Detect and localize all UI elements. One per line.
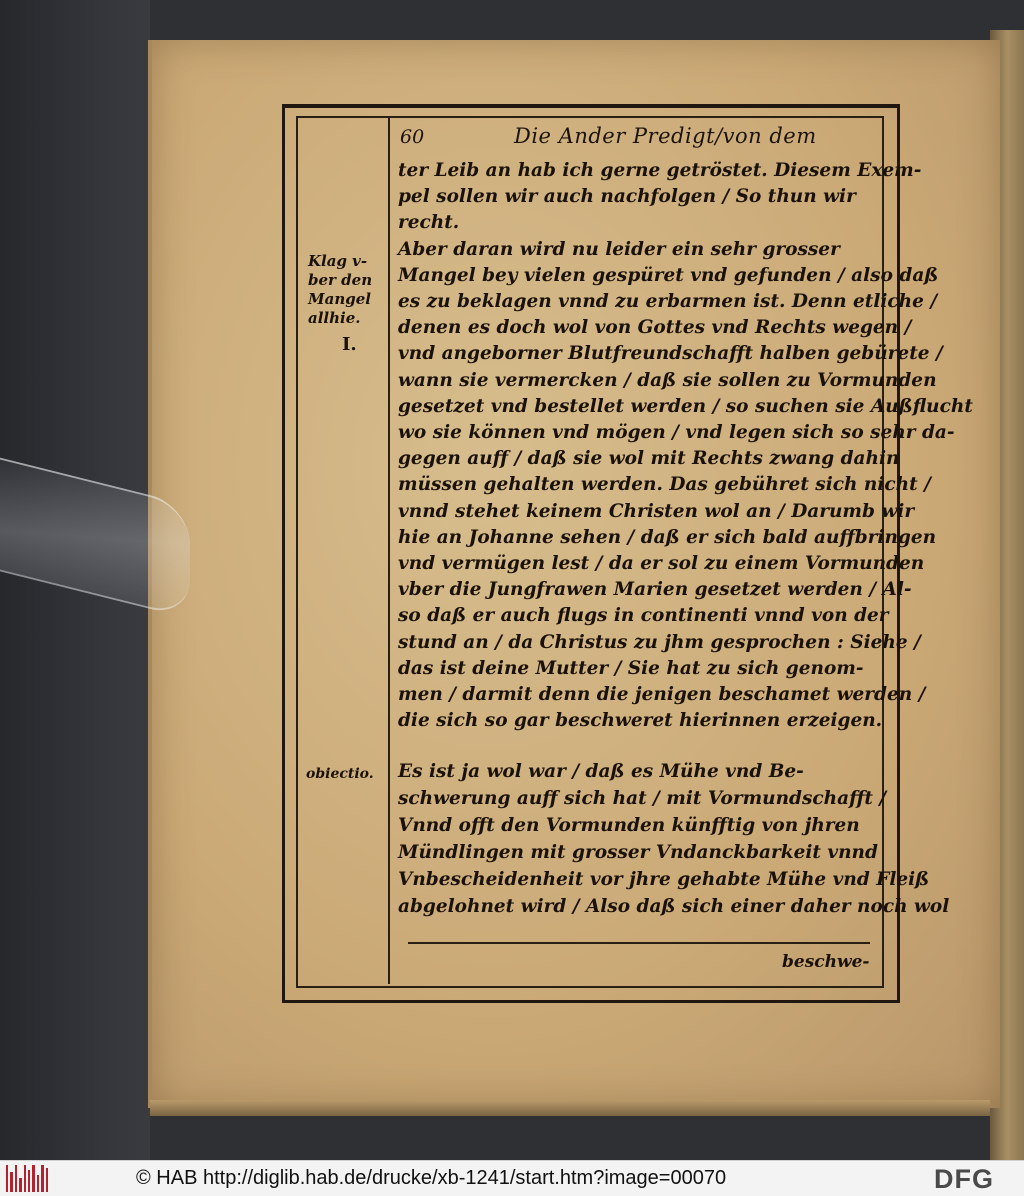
text-line: Mündlingen mit grosser Vndanckbarkeit vnnd (398, 842, 878, 863)
text-line: Aber daran wird nu leider ein sehr grosser (398, 238, 840, 260)
text-line: Es ist ja wol war / daß es Mühe vnd Be- (398, 761, 804, 782)
text-line: Vnnd offt den Vormunden künfftig von jhren (398, 815, 860, 836)
text-line: ter Leib an hab ich gerne getröstet. Diesem Exem- (398, 160, 922, 181)
page-bottom-edge (150, 1100, 990, 1116)
text-line: die sich so gar beschweret hierinnen erzeigen. (398, 710, 883, 732)
barcode-bar (15, 1165, 17, 1192)
text-line: abgelohnet wird / Also daß sich einer daher noch wol (398, 896, 950, 917)
copyright-url-text[interactable]: © HAB http://diglib.hab.de/drucke/xb-1241/start.htm?image=00070 (136, 1167, 727, 1189)
text-line: das ist deine Mutter / Sie hat zu sich genom- (398, 657, 864, 679)
margin-note-klag: Klag v- ber den Mangel allhie. (308, 252, 373, 327)
text-line: denen es doch wol von Gottes vnd Rechts wegen / (398, 317, 912, 339)
margin-note-number: I. (342, 334, 357, 355)
barcode-bar (6, 1165, 8, 1192)
text-line: pel sollen wir auch nachfolgen / So thun wir (398, 186, 856, 208)
text-line: vnd angeborner Blutfreundschafft halben gebürete / (398, 343, 943, 365)
running-head: Die Ander Predigt/von dem (514, 124, 817, 148)
margin-note-obiectio: obiectio. (306, 766, 374, 782)
barcode-logo-icon (6, 1165, 48, 1192)
text-line: stund an / da Christus zu jhm gesprochen : Siehe / (398, 631, 921, 653)
barcode-bar (41, 1165, 43, 1192)
text-line: gegen auff / daß sie wol mit Rechts zwang dahin (398, 448, 900, 470)
footer-bar (0, 1160, 1024, 1196)
barcode-bar (28, 1170, 30, 1192)
text-line: wo sie können vnd mögen / vnd legen sich so sehr da- (398, 422, 955, 444)
barcode-bar (32, 1165, 34, 1192)
text-line: müssen gehalten werden. Das gebühret sich nicht / (398, 474, 931, 496)
text-line: wann sie vermercken / daß sie sollen zu Vormunden (398, 369, 937, 391)
text-line: Mangel bey vielen gespüret vnd gefunden / also daß (398, 264, 939, 286)
text-line: gesetzet vnd bestellet werden / so suchen sie Außflucht (398, 395, 973, 417)
dfg-logo: DFG (934, 1164, 994, 1194)
barcode-bar (10, 1172, 12, 1192)
text-line: vber die Jungfrawen Marien gesetzet werden / Al- (398, 579, 912, 601)
text-line: men / darmit denn die jenigen beschamet werden / (398, 684, 926, 706)
barcode-bar (37, 1175, 39, 1192)
text-line: recht. (398, 212, 460, 234)
text-line: hie an Johanne sehen / daß er sich bald auffbringen (398, 526, 937, 548)
body-paragraphs-1 (398, 158, 973, 734)
text-line: vnnd stehet keinem Christen wol an / Darumb wir (398, 500, 915, 522)
barcode-bar (19, 1178, 21, 1192)
text-line: vnd vermügen lest / da er sol zu einem Vormunden (398, 553, 925, 575)
header-rule (298, 116, 882, 118)
text-line: so daß er auch flugs in continenti vnnd von der (398, 605, 889, 627)
footer-rule (408, 942, 870, 944)
margin-column-rule (388, 118, 390, 984)
barcode-bar (24, 1165, 26, 1192)
catchword: beschwe- (782, 952, 870, 972)
text-line: Vnbescheidenheit vor jhre gehabte Mühe vnd Fleiß (398, 869, 930, 890)
page-number: 60 (400, 126, 425, 148)
text-line: es zu beklagen vnnd zu erbarmen ist. Denn etliche / (398, 291, 938, 313)
body-paragraphs-2 (398, 758, 950, 920)
text-line: schwerung auff sich hat / mit Vormundschafft / (398, 788, 887, 809)
barcode-bar (46, 1168, 48, 1192)
